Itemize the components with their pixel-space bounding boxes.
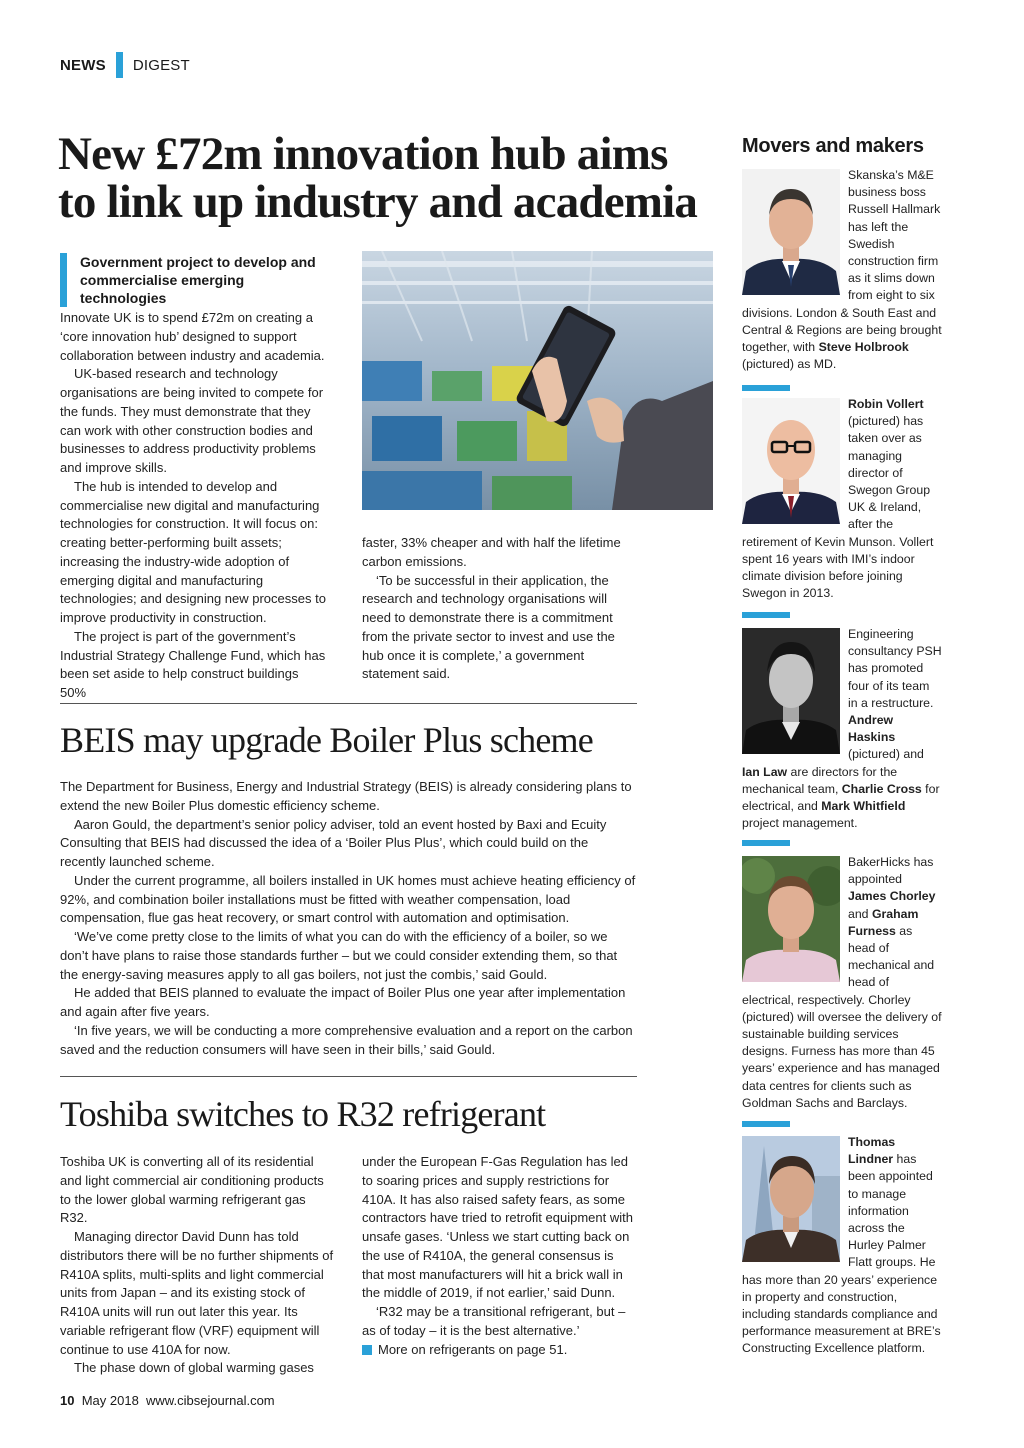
mover-name: Thomas Lindner <box>848 1135 896 1167</box>
lead-paragraph: ‘To be successful in their application, the research and technology organisations will need to demonstrate there is a commitment from the private sector to invest and use the hub once it is complete,’ a government statement said. <box>362 572 615 682</box>
toshiba-paragraph: ‘R32 may be a transitional refrigerant, but – as of today – it is the best alternative.’ <box>362 1304 626 1338</box>
mover-text: Skanska’s M&E business boss Russell Hallmark has left the Swedish construction firm as it slims down from eight to six divisions. London & South East and Central & Regions are being brought together, with <box>742 168 942 355</box>
toshiba-headline: Toshiba switches to R32 refrigerant <box>60 1094 546 1134</box>
mover-text: are directors for the mechanical team, <box>742 764 898 796</box>
mover-name: Steve Holbrook <box>818 340 909 355</box>
toshiba-paragraph: The phase down of global warming gases <box>74 1360 314 1376</box>
section-divider <box>116 52 123 78</box>
mover-text: and <box>848 906 872 921</box>
lead-paragraph: faster, 33% cheaper and with half the lifetime carbon emissions. <box>362 535 621 569</box>
lead-column-2 <box>362 534 637 684</box>
toshiba-paragraph: under the European F-Gas Regulation has led to soaring prices and supply restrictions for 410A. It has also raised safety fears, as some contractors have tried to retrofit equipment with unsafe gases. ‘Unless we start cutting back on the use of R410A, the general consensus is that most manufacturers will hit a brick wall in the middle of 2019, if not earlier,’ said Dunn. <box>362 1154 633 1301</box>
mover-text: (pictured) has taken over as managing director of Swegon Group UK & Ireland, after the retirement of Kevin Munson. Vollert spent 16 years with IMI’s indoor climate division before joining Swegon in 2013. <box>742 414 934 601</box>
toshiba-column-1 <box>60 1153 335 1378</box>
portrait-photo <box>742 169 840 295</box>
portrait-photo <box>742 1136 840 1262</box>
mover-text: for electrical, and <box>742 781 940 814</box>
mover-text: as head of mechanical and head of electrical, respectively. Chorley (pictured) will oversee the delivery of sustainable building services designs. Furness has more than 45 years’ experience and has managed data centres for clients such as Goldman Sachs and Barclays. <box>742 923 942 1110</box>
portrait-photo <box>742 398 840 524</box>
subsection-label: DIGEST <box>132 56 190 74</box>
section-rule <box>60 1076 637 1077</box>
sidebar-title: Movers and makers <box>742 135 924 157</box>
sidebar-divider <box>742 385 790 391</box>
portrait-photo <box>742 856 840 982</box>
issue-date: May 2018 <box>81 1393 139 1408</box>
mover-name: Ian Law <box>742 764 788 779</box>
beis-paragraph: Under the current programme, all boilers installed in UK homes must achieve heating efficiency of 92%, and combination boiler installations must be fitted with weather compensation, load compensation, flue gas heat recovery, or smart control with automation and optimisation. <box>60 872 636 926</box>
beis-paragraph: The Department for Business, Energy and Industrial Strategy (BEIS) is already considering plans to extend the new Boiler Plus domestic efficiency scheme. <box>60 779 632 813</box>
mover-text: (pictured) as MD. <box>742 357 837 372</box>
beis-paragraph: ‘In five years, we will be conducting a more comprehensive evaluation and a report on the carbon saved and the reduction consumers will have seen in their bills,’ said Gould. <box>60 1022 633 1057</box>
toshiba-column-2 <box>362 1153 637 1359</box>
lead-paragraph: The project is part of the government’s Industrial Strategy Challenge Fund, which has been set aside to help construct buildings 50% <box>60 628 326 700</box>
mover-text: BakerHicks has appointed <box>848 855 934 887</box>
website-url[interactable]: www.cibsejournal.com <box>146 1393 275 1408</box>
mover-name: James Chorley <box>848 889 936 904</box>
section-header <box>60 52 190 78</box>
mover-text: (pictured) and <box>848 747 924 762</box>
lead-photo-tablet-factory <box>362 251 713 510</box>
mover-item <box>742 396 942 602</box>
lead-paragraph: Innovate UK is to spend £72m on creating a ‘core innovation hub’ designed to support collaboration between industry and academia. <box>60 310 325 363</box>
sidebar-divider <box>742 1121 790 1127</box>
beis-paragraph: He added that BEIS planned to evaluate the impact of Boiler Plus one year after implementation and again after five years. <box>60 985 626 1019</box>
portrait-photo <box>742 628 840 754</box>
toshiba-paragraph: Toshiba UK is converting all of its residential and light commercial air conditioning products to the lower global warming refrigerant gas R32. <box>60 1154 324 1226</box>
page-footer <box>60 1393 275 1408</box>
lead-column-1 <box>60 309 328 703</box>
mover-name: Robin Vollert <box>848 397 924 411</box>
section-rule <box>60 703 637 704</box>
mover-name: Charlie Cross <box>841 781 922 796</box>
lead-paragraph: The hub is intended to develop and commercialise new digital and manufacturing technologies for construction. It will focus on: creating better-performing built assets; increasing the industry-wide adoption of emerging digital and manufacturing technologies; and designing new processes to improve productivity in construction. <box>60 478 326 625</box>
sidebar-divider <box>742 840 790 846</box>
lead-headline: New £72m innovation hub aims to link up industry and academia <box>58 128 698 228</box>
sidebar-divider <box>742 612 790 618</box>
mover-text: project management. <box>742 816 858 831</box>
page-number: 10 <box>60 1393 75 1408</box>
mover-name: Mark Whitfield <box>821 799 906 814</box>
mover-item <box>742 167 942 373</box>
beis-headline: BEIS may upgrade Boiler Plus scheme <box>60 720 593 760</box>
beis-body <box>60 778 637 1059</box>
mover-text: Engineering consultancy PSH has promoted four of its team in a restructure. <box>848 627 942 710</box>
beis-paragraph: ‘We’ve come pretty close to the limits of what you can do with the efficiency of a boiler, so we don’t have plans to raise those standards further – but we could consider extending them, so that the energy-saving measures apply to all gas boilers, not just the combis,’ said Gould. <box>60 929 618 982</box>
mover-name: Graham Furness <box>848 906 919 938</box>
see-also-link[interactable] <box>362 1341 637 1360</box>
see-also-text: More on refrigerants on page 51. <box>378 1341 568 1357</box>
mover-item <box>742 854 942 1112</box>
lead-standfirst: Government project to develop and commercialise emerging technologies <box>60 253 325 307</box>
beis-paragraph: Aaron Gould, the department’s senior policy adviser, told an event hosted by Baxi and Ecuity Consulting that BEIS had discussed the idea of a ‘Boiler Plus Plus’, which could build on the recently launched scheme. <box>60 816 607 869</box>
toshiba-paragraph: Managing director David Dunn has told distributors there will be no further shipments of R410A splits, multi-splits and light commercial units from Japan – and its existing stock of R410A units will run out later this year. Its variable refrigerant flow (VRF) equipment will continue to use 410A for now. <box>60 1229 334 1357</box>
mover-text: has been appointed to manage information across the Hurley Palmer Flatt groups. He has more than 20 years’ experience in property and construction, including standards compliance and performance measurement at BRE’s Constructing Excellence platform. <box>742 1152 941 1356</box>
mover-item <box>742 1134 942 1358</box>
section-label: NEWS <box>60 56 106 74</box>
mover-item <box>742 626 942 832</box>
square-bullet-icon <box>362 1345 372 1355</box>
mover-name: Andrew Haskins <box>848 713 896 745</box>
lead-paragraph: UK-based research and technology organisations are being invited to compete for the funds. They must demonstrate that they can work with other construction bodies and businesses to address productivity problems and improve skills. <box>60 366 324 475</box>
